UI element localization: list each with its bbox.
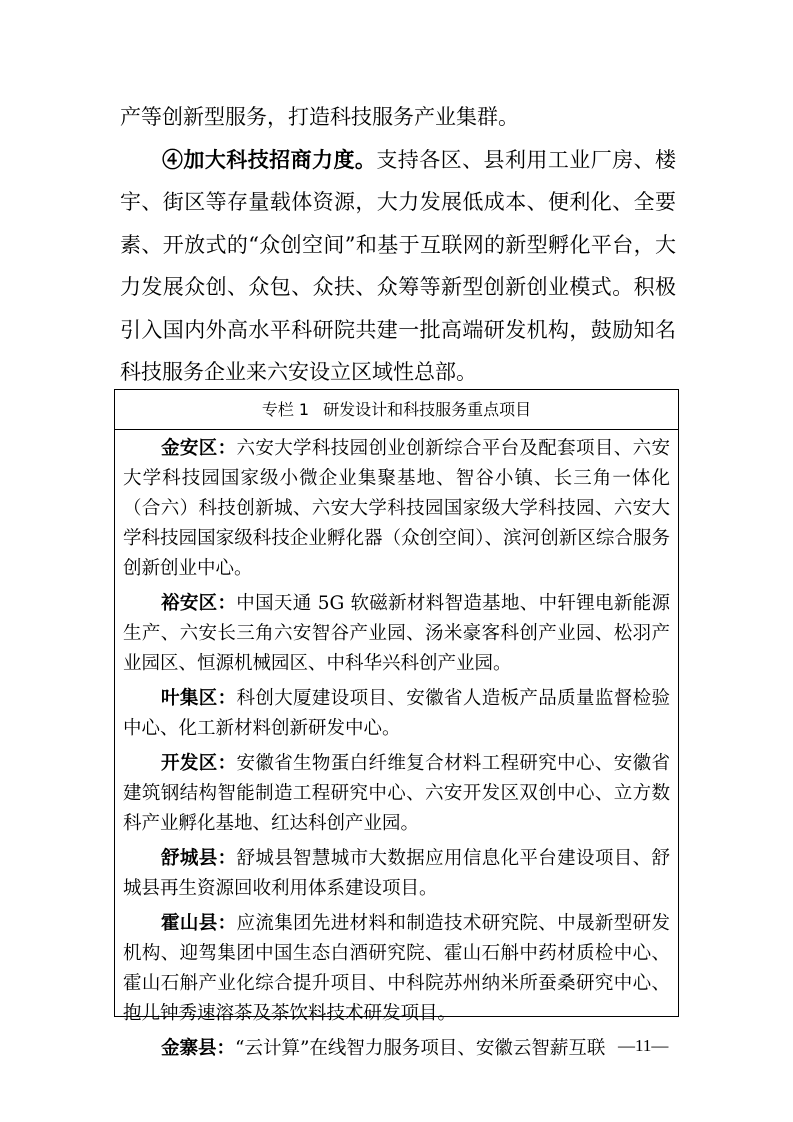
district-name: 霍山县：: [161, 913, 237, 934]
district-projects: 中国天通 5G 软磁新材料智造基地、中轩锂电新能源生产、六安长三角六安智谷产业园、汤米豪客科创产业园、松羽产业园区、恒源机械园区、中科华兴科创产业园。: [123, 593, 670, 674]
entry-yuan: [123, 589, 670, 679]
district-name: 舒城县：: [161, 848, 237, 869]
entry-kaifaqu: [123, 749, 670, 839]
body-text: [120, 96, 676, 394]
paragraph-item-4: [120, 139, 676, 394]
district-projects: 应流集团先进材料和制造技术研究院、中晟新型研发机构、迎驾集团中国生态白酒研究院、霍山石斛中药材质检中心、霍山石斛产业化综合提升项目、中科院苏州纳米所蚕桑研究中心、抱儿钟秀速溶茶及茶饮料技术研发项目。: [123, 913, 670, 1024]
box-title: 研发设计和科技服务重点项目: [323, 400, 532, 419]
box-body: [115, 430, 678, 1064]
entry-jinzhai: [123, 1034, 670, 1064]
box-header: [115, 390, 678, 430]
district-name: 开发区：: [161, 753, 237, 774]
district-projects: 舒城县智慧城市大数据应用信息化平台建设项目、舒城县再生资源回收利用体系建设项目。: [123, 848, 670, 899]
box-label: 专栏 1: [261, 400, 310, 419]
entry-shucheng: [123, 844, 670, 904]
page-number: —11—: [618, 1036, 669, 1055]
item-heading: ④加大科技招商力度。: [162, 146, 377, 172]
district-projects: “云计算”在线智力服务项目、安徽云智薪互联: [235, 1038, 606, 1059]
entry-jinan: [123, 434, 670, 584]
district-name: 金寨县：: [161, 1038, 236, 1059]
district-name: 裕安区：: [161, 593, 237, 614]
entry-yeji: [123, 684, 670, 744]
district-projects: 安徽省生物蛋白纤维复合材料工程研究中心、安徽省建筑钢结构智能制造工程研究中心、六安开发区双创中心、立方数科产业孵化基地、红达科创产业园。: [123, 753, 670, 834]
paragraph-continuation: 产等创新型服务，打造科技服务产业集群。: [120, 105, 519, 129]
item-text: 支持各区、县利用工业厂房、楼宇、街区等存量载体资源，大力发展低成本、便利化、全要素、开放式的“众创空间”和基于互联网的新型孵化平台，大力发展众创、众包、众扶、众筹等新型创新创业模式。积极引入国内外高水平科研院共建一批高端研发机构，鼓励知名科技服务企业来六安设立区域性总部。: [120, 147, 677, 384]
district-name: 金安区：: [161, 438, 237, 459]
entry-huoshan: [123, 909, 670, 1029]
district-projects: 六安大学科技园创业创新综合平台及配套项目、六安大学科技园国家级小微企业集聚基地、智谷小镇、长三角一体化（合六）科技创新城、六安大学科技园国家级大学科技园、六安大学科技园国家级科技企业孵化器（众创空间）、滨河创新区综合服务创新创业中心。: [123, 438, 670, 579]
district-name: 叶集区：: [161, 688, 237, 709]
district-projects: 科创大厦建设项目、安徽省人造板产品质量监督检验中心、化工新材料创新研发中心。: [123, 688, 670, 739]
